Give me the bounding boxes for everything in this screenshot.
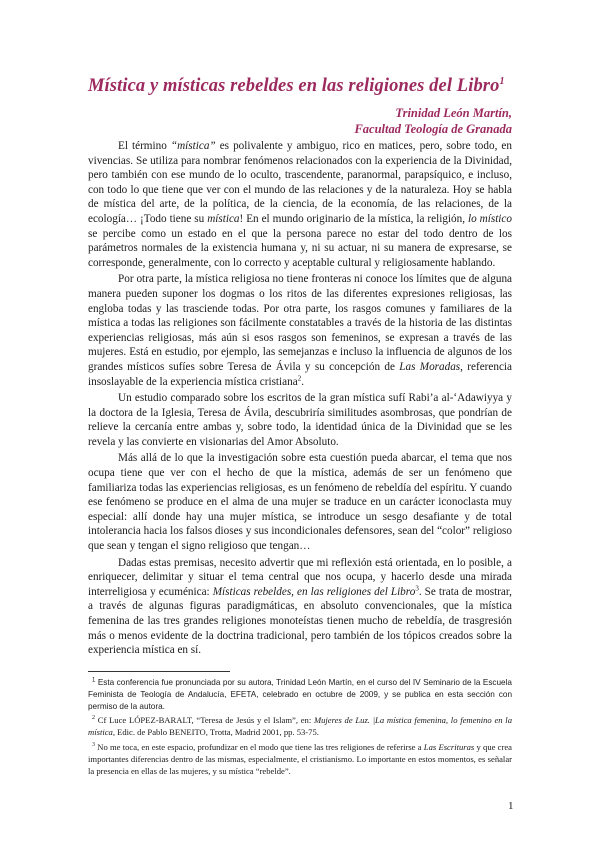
title-footnote-ref[interactable]: 1 <box>499 76 505 87</box>
text-run: El término <box>118 140 171 152</box>
footnote-ref-3[interactable]: 3 <box>415 584 419 593</box>
emphasis: mística <box>207 212 240 225</box>
text-run: . <box>301 375 304 388</box>
text-run: Por otra parte, la mística religiosa no tiene fronteras ni conoce los límites que de alguna manera pueden suponer los dogmas o los ritos de las diferentes expresiones religiosas, las engloba todas y las trasciende todas. Por otra parte, los rasgos comunes y familiares de la mística a todas las religiones son fácilmente constatables a través de la historia de las distintas experiencias religiosas, más aún si esos rasgos son femeninos, se expresan a través de las mujeres. Está en estudio, por ejemplo, las semejanzas e incluso la influencia de algunos de los grandes místicos sufíes sobre Teresa de Ávila y su concepción de <box>88 273 512 373</box>
article-body <box>88 139 512 660</box>
footnote-text: , Edic. de Pablo BENEITO, Trotta, Madrid 2001, pp. 53-75. <box>112 727 319 738</box>
text-run: ! En el mundo originario de la mística, la religión, <box>239 212 468 225</box>
footnote-number: 2 <box>92 715 95 722</box>
emphasis: lo místico <box>467 212 512 225</box>
author-affiliation: Facultad Teología de Granada <box>354 122 512 136</box>
paragraph-2 <box>88 272 512 389</box>
author-block <box>354 105 512 137</box>
page-number: 1 <box>508 800 514 812</box>
footnote-text: y que crea importantes diferencias dentro de las mismas, especialmente, el cristianismo. Lo importante en estos momentos, es señalar la presencia en ellas de las mujeres, y su mística “rebelde”. <box>88 741 512 776</box>
paragraph-4: Más allá de lo que la investigación sobre esta cuestión pueda abarcar, el tema que nos ocupa tiene que ver con el hecho de que la mística, además de ser un fenómeno que familiariza todas las experiencias religiosas, es un fenómeno de rebeldía del espíritu. Y cuando ese fenómeno se produce en el alma de una mujer se traduce en un carácter iconoclasta muy especial: allí donde hay una mujer mística, se introduce un sesgo desafiante y de total intolerancia hacia los falsos dioses y sus incondicionales defensores, sean del “color” religioso que sean y tengan el signo religioso que tengan… <box>88 452 512 553</box>
footnote-2 <box>88 715 512 739</box>
text-run: Dadas estas premisas, necesito advertir que mi reflexión está orientada, en lo posible, a enriquecer, delimitar y situar el tema central que nos ocupa, y hacerlo desde una mirada interreligiosa y ecuménica: <box>88 556 512 598</box>
text-run: es polivalente y ambiguo, rico en matices, pero, sobre todo, en vivencias. Se utiliza para nombrar fenómenos relacionados con la experiencia de la Divinidad, pero también con ese mundo de lo oculto, trascendente, paranormal, parapsíquico, e incluso, con todo lo que tiene que ver con el mundo de las relaciones y de la naturaleza. Hoy se habla de mística del arte, de la política, de la ciencia, de la economía, de las relaciones, de la ecología… ¡Todo tiene su <box>88 140 512 225</box>
emphasis: Las Moradas <box>399 360 461 373</box>
emphasis: “mística” <box>170 140 216 152</box>
footnote-text: Cf Luce LÓPEZ-BARALT, “Teresa de Jesús y el Islam”, en: <box>95 715 314 726</box>
footnote-number: 1 <box>92 677 96 684</box>
footnote-emphasis: Las Escrituras <box>423 741 475 752</box>
footnotes <box>88 677 512 780</box>
footnote-3 <box>88 742 512 777</box>
paragraph-5 <box>88 556 512 658</box>
footnote-separator <box>88 671 230 672</box>
paragraph-1 <box>88 139 512 270</box>
article-title <box>88 76 528 97</box>
text-run: se percibe como un estado en el que la persona parece no estar del todo dentro de los parámetros normales de la existencia humana y, ni su actuar, ni su manera de expresarse, se corresponde, generalmente, con lo correcto y aceptable cultural y religiosamente hablando. <box>88 227 512 269</box>
footnote-text: Esta conferencia fue pronunciada por su autora, Trinidad León Martín, en el curso del IV Seminario de la Escuela Feminista de Teología de Andalucía, EFETA, celebrado en octubre de 2009, y se publica en esta sección con permiso de la autora. <box>88 678 512 711</box>
article-title-text: Mística y místicas rebeldes en las religiones del Libro <box>88 76 500 97</box>
footnote-ref-2[interactable]: 2 <box>297 373 302 382</box>
paragraph-3: Un estudio comparado sobre los escritos de la gran mística sufí Rabi’a al-‘Adawiyya y la doctora de la Iglesia, Teresa de Ávila, descubriría similitudes asombrosas, que pondrían de relieve la cercanía entre ambas y, sobre todo, la identidad única de la Divinidad que se les revela y las convierte en visionarias del Amor Absoluto. <box>88 392 512 448</box>
footnote-book-title: Mujeres de Luz. |La mística femenina, lo femenino en la mística <box>88 715 512 738</box>
footnote-1 <box>88 677 512 712</box>
footnote-text: No me toca, en este espacio, profundizar en el modo que tiene las tres religiones de referirse a <box>95 741 424 752</box>
text-run: . Se trata de mostrar, a través de algunas figuras paradigmáticas, en absoluto convencionales, que la mística femenina de las tres grandes religiones monoteístas tienen mucho de rebeldía, de trasgresión más o menos evidente de la doctrina tradicional, pero también de los tópicos creados sobre la experiencia mística en sí. <box>88 585 512 657</box>
emphasis: Místicas rebeldes, en las religiones del Libro <box>212 585 416 598</box>
footnote-number: 3 <box>92 742 95 749</box>
author-name: Trinidad León Martín, <box>395 106 512 120</box>
text-run: , referencia insoslayable de la experiencia mística cristiana <box>88 360 512 388</box>
